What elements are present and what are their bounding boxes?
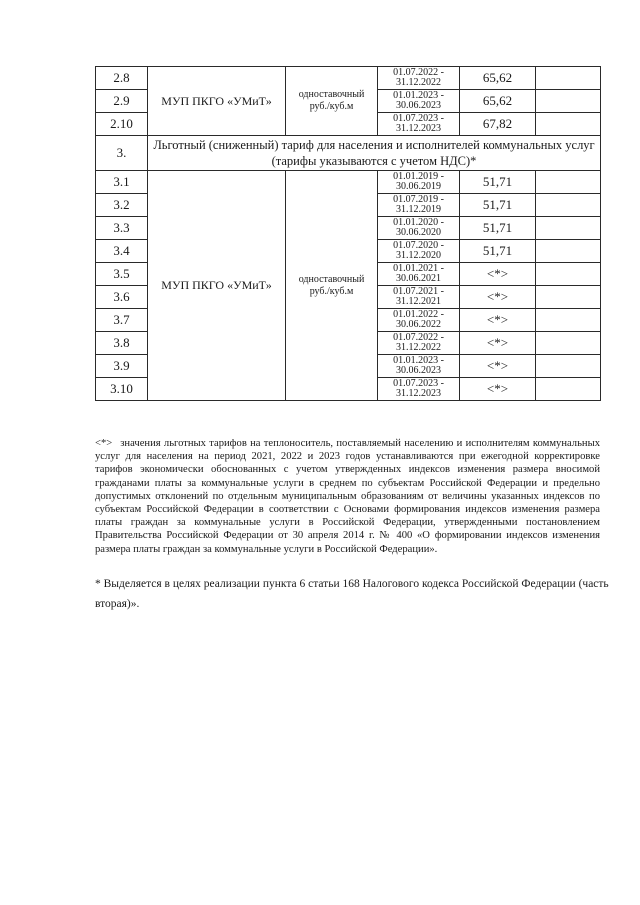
row-number: 3.3 bbox=[96, 217, 148, 240]
tariff-group-3 bbox=[96, 171, 601, 401]
note-text: значения льготных тарифов на теплоноситель, поставляемый населению и исполнителям коммунальных услуг для населения на период 2021, 2022 и 2023 годов устанавливаются при ежегодной корректировке тарифов экономически обоснованных с учетом утвержденных индексов изменения размера вносимой гражданами платы за коммунальные услуги в среднем по субъектам Российской Федерации и предельно допустимых отклонений по отдельным муниципальным образованиям от величины указанных индексов по субъектам Российской Федерации в соответствии с Основами формирования индексов изменения размера платы граждан за коммунальные услуги в Российской Федерации, утвержденными постановлением Правительства Российской Федерации от 30 апреля 2014 г. № 400 «О формировании индексов изменения размера платы граждан за коммунальные услуги в Российской Федерации». bbox=[95, 438, 600, 555]
period-end: 30.06.2022 bbox=[396, 319, 441, 330]
period-cell bbox=[378, 67, 460, 90]
period-cell bbox=[378, 194, 460, 217]
row-number: 3.6 bbox=[96, 286, 148, 309]
tariff-unit bbox=[286, 171, 378, 401]
tariff-unit-measure: руб./куб.м bbox=[309, 101, 354, 112]
tariff-value: 65,62 bbox=[460, 67, 536, 90]
period-cell bbox=[378, 286, 460, 309]
period-start: 01.07.2019 - bbox=[393, 193, 444, 205]
period-end: 31.12.2020 bbox=[396, 250, 441, 261]
empty-cell bbox=[536, 378, 601, 401]
empty-cell bbox=[536, 332, 601, 355]
period-end: 30.06.2021 bbox=[396, 273, 441, 284]
tariff-note bbox=[95, 437, 600, 556]
row-number: 2.10 bbox=[96, 113, 148, 136]
tariff-value: <*> bbox=[460, 286, 536, 309]
row-number: 3.5 bbox=[96, 263, 148, 286]
empty-cell bbox=[536, 90, 601, 113]
tariff-row bbox=[96, 171, 601, 194]
organization-name: МУП ПКГО «УМиТ» bbox=[148, 171, 286, 401]
period-start: 01.01.2020 - bbox=[393, 216, 444, 228]
period-start: 01.01.2023 - bbox=[393, 89, 444, 101]
period-start: 01.01.2019 - bbox=[393, 170, 444, 182]
period-end: 31.12.2022 bbox=[396, 77, 441, 88]
tariff-unit bbox=[286, 67, 378, 136]
row-number: 3.8 bbox=[96, 332, 148, 355]
tariff-value: 65,62 bbox=[460, 90, 536, 113]
empty-cell bbox=[536, 355, 601, 378]
period-cell bbox=[378, 263, 460, 286]
tariff-value: 51,71 bbox=[460, 194, 536, 217]
note-marker: <*> bbox=[95, 438, 113, 449]
period-start: 01.07.2020 - bbox=[393, 239, 444, 251]
tariff-value: <*> bbox=[460, 309, 536, 332]
tariff-value: 51,71 bbox=[460, 171, 536, 194]
section-title: Льготный (сниженный) тариф для населения и исполнителей коммунальных услуг (тарифы указываются с учетом НДС)* bbox=[148, 136, 601, 171]
tariff-value: 51,71 bbox=[460, 240, 536, 263]
row-number: 3.4 bbox=[96, 240, 148, 263]
period-start: 01.07.2022 - bbox=[393, 66, 444, 78]
tariff-group-2 bbox=[96, 67, 601, 136]
period-end: 31.12.2022 bbox=[396, 342, 441, 353]
tariff-table bbox=[95, 66, 601, 401]
period-start: 01.07.2023 - bbox=[393, 377, 444, 389]
row-number: 3.7 bbox=[96, 309, 148, 332]
tariff-value: <*> bbox=[460, 263, 536, 286]
empty-cell bbox=[536, 113, 601, 136]
period-start: 01.07.2022 - bbox=[393, 331, 444, 343]
tariff-value: 67,82 bbox=[460, 113, 536, 136]
tariff-unit-type: одноставочный bbox=[298, 273, 365, 285]
period-start: 01.07.2023 - bbox=[393, 112, 444, 124]
empty-cell bbox=[536, 240, 601, 263]
row-number: 2.8 bbox=[96, 67, 148, 90]
period-end: 31.12.2023 bbox=[396, 123, 441, 134]
tariff-row bbox=[96, 67, 601, 90]
period-end: 30.06.2023 bbox=[396, 365, 441, 376]
empty-cell bbox=[536, 309, 601, 332]
row-number: 3.2 bbox=[96, 194, 148, 217]
vat-footnote: * Выделяется в целях реализации пункта 6 статьи 168 Налогового кодекса Российской Федерации (часть вторая)». bbox=[95, 578, 609, 610]
row-number: 3.10 bbox=[96, 378, 148, 401]
period-end: 30.06.2020 bbox=[396, 227, 441, 238]
period-cell bbox=[378, 355, 460, 378]
period-cell bbox=[378, 217, 460, 240]
tariff-unit-type: одноставочный bbox=[298, 89, 365, 100]
period-end: 31.12.2023 bbox=[396, 388, 441, 399]
period-start: 01.07.2021 - bbox=[393, 285, 444, 297]
period-cell bbox=[378, 332, 460, 355]
organization-name: МУП ПКГО «УМиТ» bbox=[148, 67, 286, 136]
period-end: 31.12.2019 bbox=[396, 204, 441, 215]
row-number: 3.1 bbox=[96, 171, 148, 194]
tariff-value: <*> bbox=[460, 378, 536, 401]
period-end: 30.06.2023 bbox=[396, 100, 441, 111]
period-start: 01.01.2021 - bbox=[393, 262, 444, 274]
period-cell bbox=[378, 378, 460, 401]
period-cell bbox=[378, 113, 460, 136]
empty-cell bbox=[536, 263, 601, 286]
period-start: 01.01.2023 - bbox=[393, 354, 444, 366]
tariff-value: <*> bbox=[460, 355, 536, 378]
tariff-section-3 bbox=[96, 136, 601, 171]
row-number: 3.9 bbox=[96, 355, 148, 378]
period-start: 01.01.2022 - bbox=[393, 308, 444, 320]
period-cell bbox=[378, 309, 460, 332]
section-number: 3. bbox=[96, 136, 148, 171]
tariff-value: 51,71 bbox=[460, 217, 536, 240]
period-cell bbox=[378, 171, 460, 194]
empty-cell bbox=[536, 217, 601, 240]
row-number: 2.9 bbox=[96, 90, 148, 113]
tariff-unit-measure: руб./куб.м bbox=[309, 285, 354, 297]
empty-cell bbox=[536, 67, 601, 90]
period-cell bbox=[378, 240, 460, 263]
empty-cell bbox=[536, 286, 601, 309]
tariff-value: <*> bbox=[460, 332, 536, 355]
period-cell bbox=[378, 90, 460, 113]
empty-cell bbox=[536, 194, 601, 217]
period-end: 30.06.2019 bbox=[396, 181, 441, 192]
period-end: 31.12.2021 bbox=[396, 296, 441, 307]
empty-cell bbox=[536, 171, 601, 194]
